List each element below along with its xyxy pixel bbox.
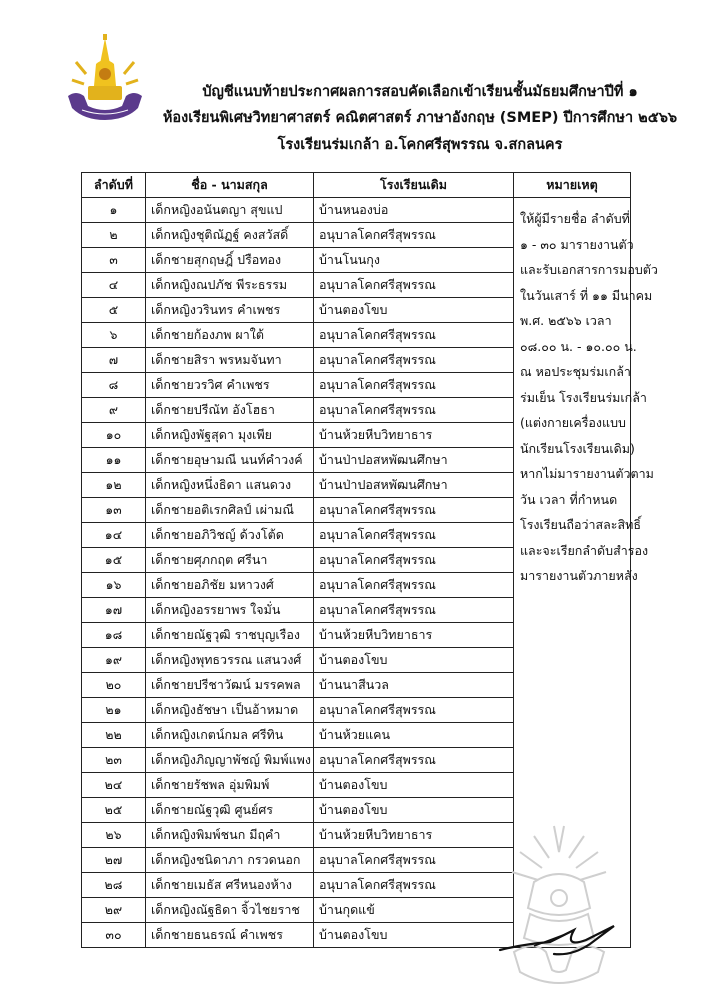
row-number-cell: ๔ [82, 273, 146, 298]
remark-line: หากไม่มารายงานตัวตาม [520, 466, 654, 481]
previous-school-cell: อนุบาลโคกศรีสุพรรณ [314, 223, 514, 248]
row-number-cell: ๘ [82, 373, 146, 398]
remark-line: โรงเรียนถือว่าสละสิทธิ์ [520, 517, 642, 532]
previous-school-cell: บ้านตองโขบ [314, 798, 514, 823]
row-number-cell: ๒๙ [82, 898, 146, 923]
previous-school-cell: บ้านป่าปอสหพัฒนศึกษา [314, 473, 514, 498]
row-number-cell: ๓๐ [82, 923, 146, 948]
row-number-cell: ๒ [82, 223, 146, 248]
column-header-name: ชื่อ - นามสกุล [146, 173, 314, 198]
row-number-cell: ๗ [82, 348, 146, 373]
remark-line: นักเรียนโรงเรียนเดิม) [520, 440, 635, 456]
row-number-cell: ๑๖ [82, 573, 146, 598]
row-number-cell: ๑๓ [82, 498, 146, 523]
row-number-cell: ๒๒ [82, 723, 146, 748]
remark-line: ให้ผู้มีรายชื่อ ลำดับที่ [520, 211, 630, 226]
previous-school-cell: อนุบาลโคกศรีสุพรรณ [314, 498, 514, 523]
student-name-cell: เด็กชายสุกฤษฎิ์ ปรือทอง [146, 248, 314, 273]
previous-school-cell: อนุบาลโคกศรีสุพรรณ [314, 848, 514, 873]
student-name-cell: เด็กชายณัฐวุฒิ ศูนย์ศร [146, 798, 314, 823]
remark-line: ๑ - ๓๐ มารายงานตัว [520, 236, 634, 252]
student-name-cell: เด็กหญิงณปภัช พีระธรรม [146, 273, 314, 298]
previous-school-cell: บ้านหนองบ่อ [314, 198, 514, 223]
row-number-cell: ๑๙ [82, 648, 146, 673]
student-name-cell: เด็กหญิงพิมพ์ชนก มีฤคำ [146, 823, 314, 848]
row-number-cell: ๑ [82, 198, 146, 223]
student-name-cell: เด็กหญิงธัชษา เป็นอ้าหมาด [146, 698, 314, 723]
previous-school-cell: บ้านป่าปอสหพัฒนศึกษา [314, 448, 514, 473]
remark-line: และจะเรียกลำดับสำรอง [520, 542, 649, 558]
row-number-cell: ๒๕ [82, 798, 146, 823]
student-name-cell: เด็กหญิงณัฐธิดา จิ้วไชยราช [146, 898, 314, 923]
student-name-cell: เด็กชายศุภกฤต ศรีนา [146, 548, 314, 573]
student-name-cell: เด็กชายวรวิศ คำเพชร [146, 373, 314, 398]
previous-school-cell: อนุบาลโคกศรีสุพรรณ [314, 373, 514, 398]
student-name-cell: เด็กหญิงพัฐสุดา มุงเพีย [146, 423, 314, 448]
row-number-cell: ๖ [82, 323, 146, 348]
document-title-line-2: ห้องเรียนพิเศษวิทยาศาสตร์ คณิตศาสตร์ ภาษาอังกฤษ (SMEP) ปีการศึกษา ๒๕๖๖ [162, 110, 678, 126]
remark-line: ร่มเย็น โรงเรียนร่มเกล้า [520, 389, 647, 405]
remark-line: พ.ศ. ๒๕๖๖ เวลา [520, 313, 612, 328]
remark-line: (แต่งกายเครื่องแบบ [520, 415, 626, 430]
row-number-cell: ๑๑ [82, 448, 146, 473]
remark-line: วัน เวลา ที่กำหนด [520, 491, 618, 507]
row-number-cell: ๒๗ [82, 848, 146, 873]
row-number-cell: ๒๓ [82, 748, 146, 773]
previous-school-cell: บ้านห้วยแคน [314, 723, 514, 748]
previous-school-cell: อนุบาลโคกศรีสุพรรณ [314, 748, 514, 773]
student-name-cell: เด็กชายปรีชาวัฒน์ มรรคพล [146, 673, 314, 698]
student-name-cell: เด็กหญิงภิญญาพัชญ์ พิมพ์แพง [146, 748, 314, 773]
student-name-cell: เด็กหญิงวรินทร คำเพชร [146, 298, 314, 323]
column-header-school: โรงเรียนเดิม [314, 173, 514, 198]
row-number-cell: ๑๗ [82, 598, 146, 623]
previous-school-cell: บ้านห้วยหีบวิทยาธาร [314, 623, 514, 648]
student-name-cell: เด็กชายรัชพล อุ่มพิมพ์ [146, 773, 314, 798]
student-name-cell: เด็กหญิงหนึ่งธิดา แสนดวง [146, 473, 314, 498]
student-name-cell: เด็กหญิงเกตน์กมล ศรีทิน [146, 723, 314, 748]
student-name-cell: เด็กชายอภิวิชญ์ ด้วงโต้ด [146, 523, 314, 548]
table-header-row [82, 173, 631, 198]
column-header-note: หมายเหตุ [514, 173, 631, 198]
row-number-cell: ๕ [82, 298, 146, 323]
previous-school-cell: บ้านนาสีนวล [314, 673, 514, 698]
row-number-cell: ๒๑ [82, 698, 146, 723]
previous-school-cell: อนุบาลโคกศรีสุพรรณ [314, 273, 514, 298]
previous-school-cell: อนุบาลโคกศรีสุพรรณ [314, 598, 514, 623]
row-number-cell: ๑๔ [82, 523, 146, 548]
previous-school-cell: บ้านโนนกุง [314, 248, 514, 273]
previous-school-cell: อนุบาลโคกศรีสุพรรณ [314, 523, 514, 548]
student-name-cell: เด็กชายอภิชัย มหาวงศ์ [146, 573, 314, 598]
previous-school-cell: บ้านตองโขบ [314, 923, 514, 948]
student-name-cell: เด็กชายอติเรกศิลป์ เผ่ามณี [146, 498, 314, 523]
row-number-cell: ๒๐ [82, 673, 146, 698]
previous-school-cell: อนุบาลโคกศรีสุพรรณ [314, 323, 514, 348]
row-number-cell: ๑๘ [82, 623, 146, 648]
previous-school-cell: อนุบาลโคกศรีสุพรรณ [314, 873, 514, 898]
school-seal-stamp-icon [494, 822, 624, 997]
student-name-cell: เด็กหญิงพุทธวรรณ แสนวงศ์ [146, 648, 314, 673]
student-name-cell: เด็กชายสิรา พรหมจันทา [146, 348, 314, 373]
student-name-cell: เด็กชายอุษามณี นนท์คำวงค์ [146, 448, 314, 473]
student-name-cell: เด็กหญิงอรรยาพร ใจมั่น [146, 598, 314, 623]
remark-line: มารายงานตัวภายหลัง [520, 568, 638, 583]
previous-school-cell: อนุบาลโคกศรีสุพรรณ [314, 698, 514, 723]
previous-school-cell: บ้านตองโขบ [314, 773, 514, 798]
document-title-line-3: โรงเรียนร่มเกล้า อ.โคกศรีสุพรรณ จ.สกลนคร [277, 137, 563, 153]
student-name-cell: เด็กหญิงอนันตญา สุขแป [146, 198, 314, 223]
student-name-cell: เด็กชายธนธรณ์ คำเพชร [146, 923, 314, 948]
previous-school-cell: อนุบาลโคกศรีสุพรรณ [314, 398, 514, 423]
remark-line: ณ หอประชุมร่มเกล้า [520, 364, 631, 379]
previous-school-cell: บ้านตองโขบ [314, 648, 514, 673]
previous-school-cell: บ้านตองโขบ [314, 298, 514, 323]
previous-school-cell: อนุบาลโคกศรีสุพรรณ [314, 548, 514, 573]
royal-crown-emblem-icon [66, 34, 144, 120]
column-header-no: ลำดับที่ [82, 173, 146, 198]
previous-school-cell: บ้านกุดแข้ [314, 898, 514, 923]
row-number-cell: ๒๖ [82, 823, 146, 848]
previous-school-cell: บ้านห้วยหีบวิทยาธาร [314, 823, 514, 848]
previous-school-cell: อนุบาลโคกศรีสุพรรณ [314, 348, 514, 373]
row-number-cell: ๒๔ [82, 773, 146, 798]
previous-school-cell: บ้านห้วยหีบวิทยาธาร [314, 423, 514, 448]
remark-line: ในวันเสาร์ ที่ ๑๑ มีนาคม [520, 287, 653, 303]
row-number-cell: ๓ [82, 248, 146, 273]
student-name-cell: เด็กชายเมธัส ศรีหนองห้าง [146, 873, 314, 898]
student-name-cell: เด็กชายก้องภพ ผาใต้ [146, 323, 314, 348]
table-row [82, 198, 631, 223]
row-number-cell: ๑๕ [82, 548, 146, 573]
remark-line: และรับเอกสารการมอบตัว [520, 262, 658, 277]
row-number-cell: ๑๐ [82, 423, 146, 448]
remark-line: ๐๘.๐๐ น. - ๑๐.๐๐ น. [520, 338, 637, 354]
student-name-cell: เด็กชายณัฐวุฒิ ราชบุญเรือง [146, 623, 314, 648]
student-name-cell: เด็กชายปรีณัท อังโฮธา [146, 398, 314, 423]
student-name-cell: เด็กหญิงชนิดาภา กรวดนอก [146, 848, 314, 873]
row-number-cell: ๙ [82, 398, 146, 423]
student-name-cell: เด็กหญิงชุติณัฏฐ์ คงสวัสดิ์ [146, 223, 314, 248]
row-number-cell: ๒๘ [82, 873, 146, 898]
document-title-line-1: บัญชีแนบท้ายประกาศผลการสอบคัดเลือกเข้าเรียนชั้นมัธยมศึกษาปีที่ ๑ [202, 84, 638, 100]
row-number-cell: ๑๒ [82, 473, 146, 498]
previous-school-cell: อนุบาลโคกศรีสุพรรณ [314, 573, 514, 598]
